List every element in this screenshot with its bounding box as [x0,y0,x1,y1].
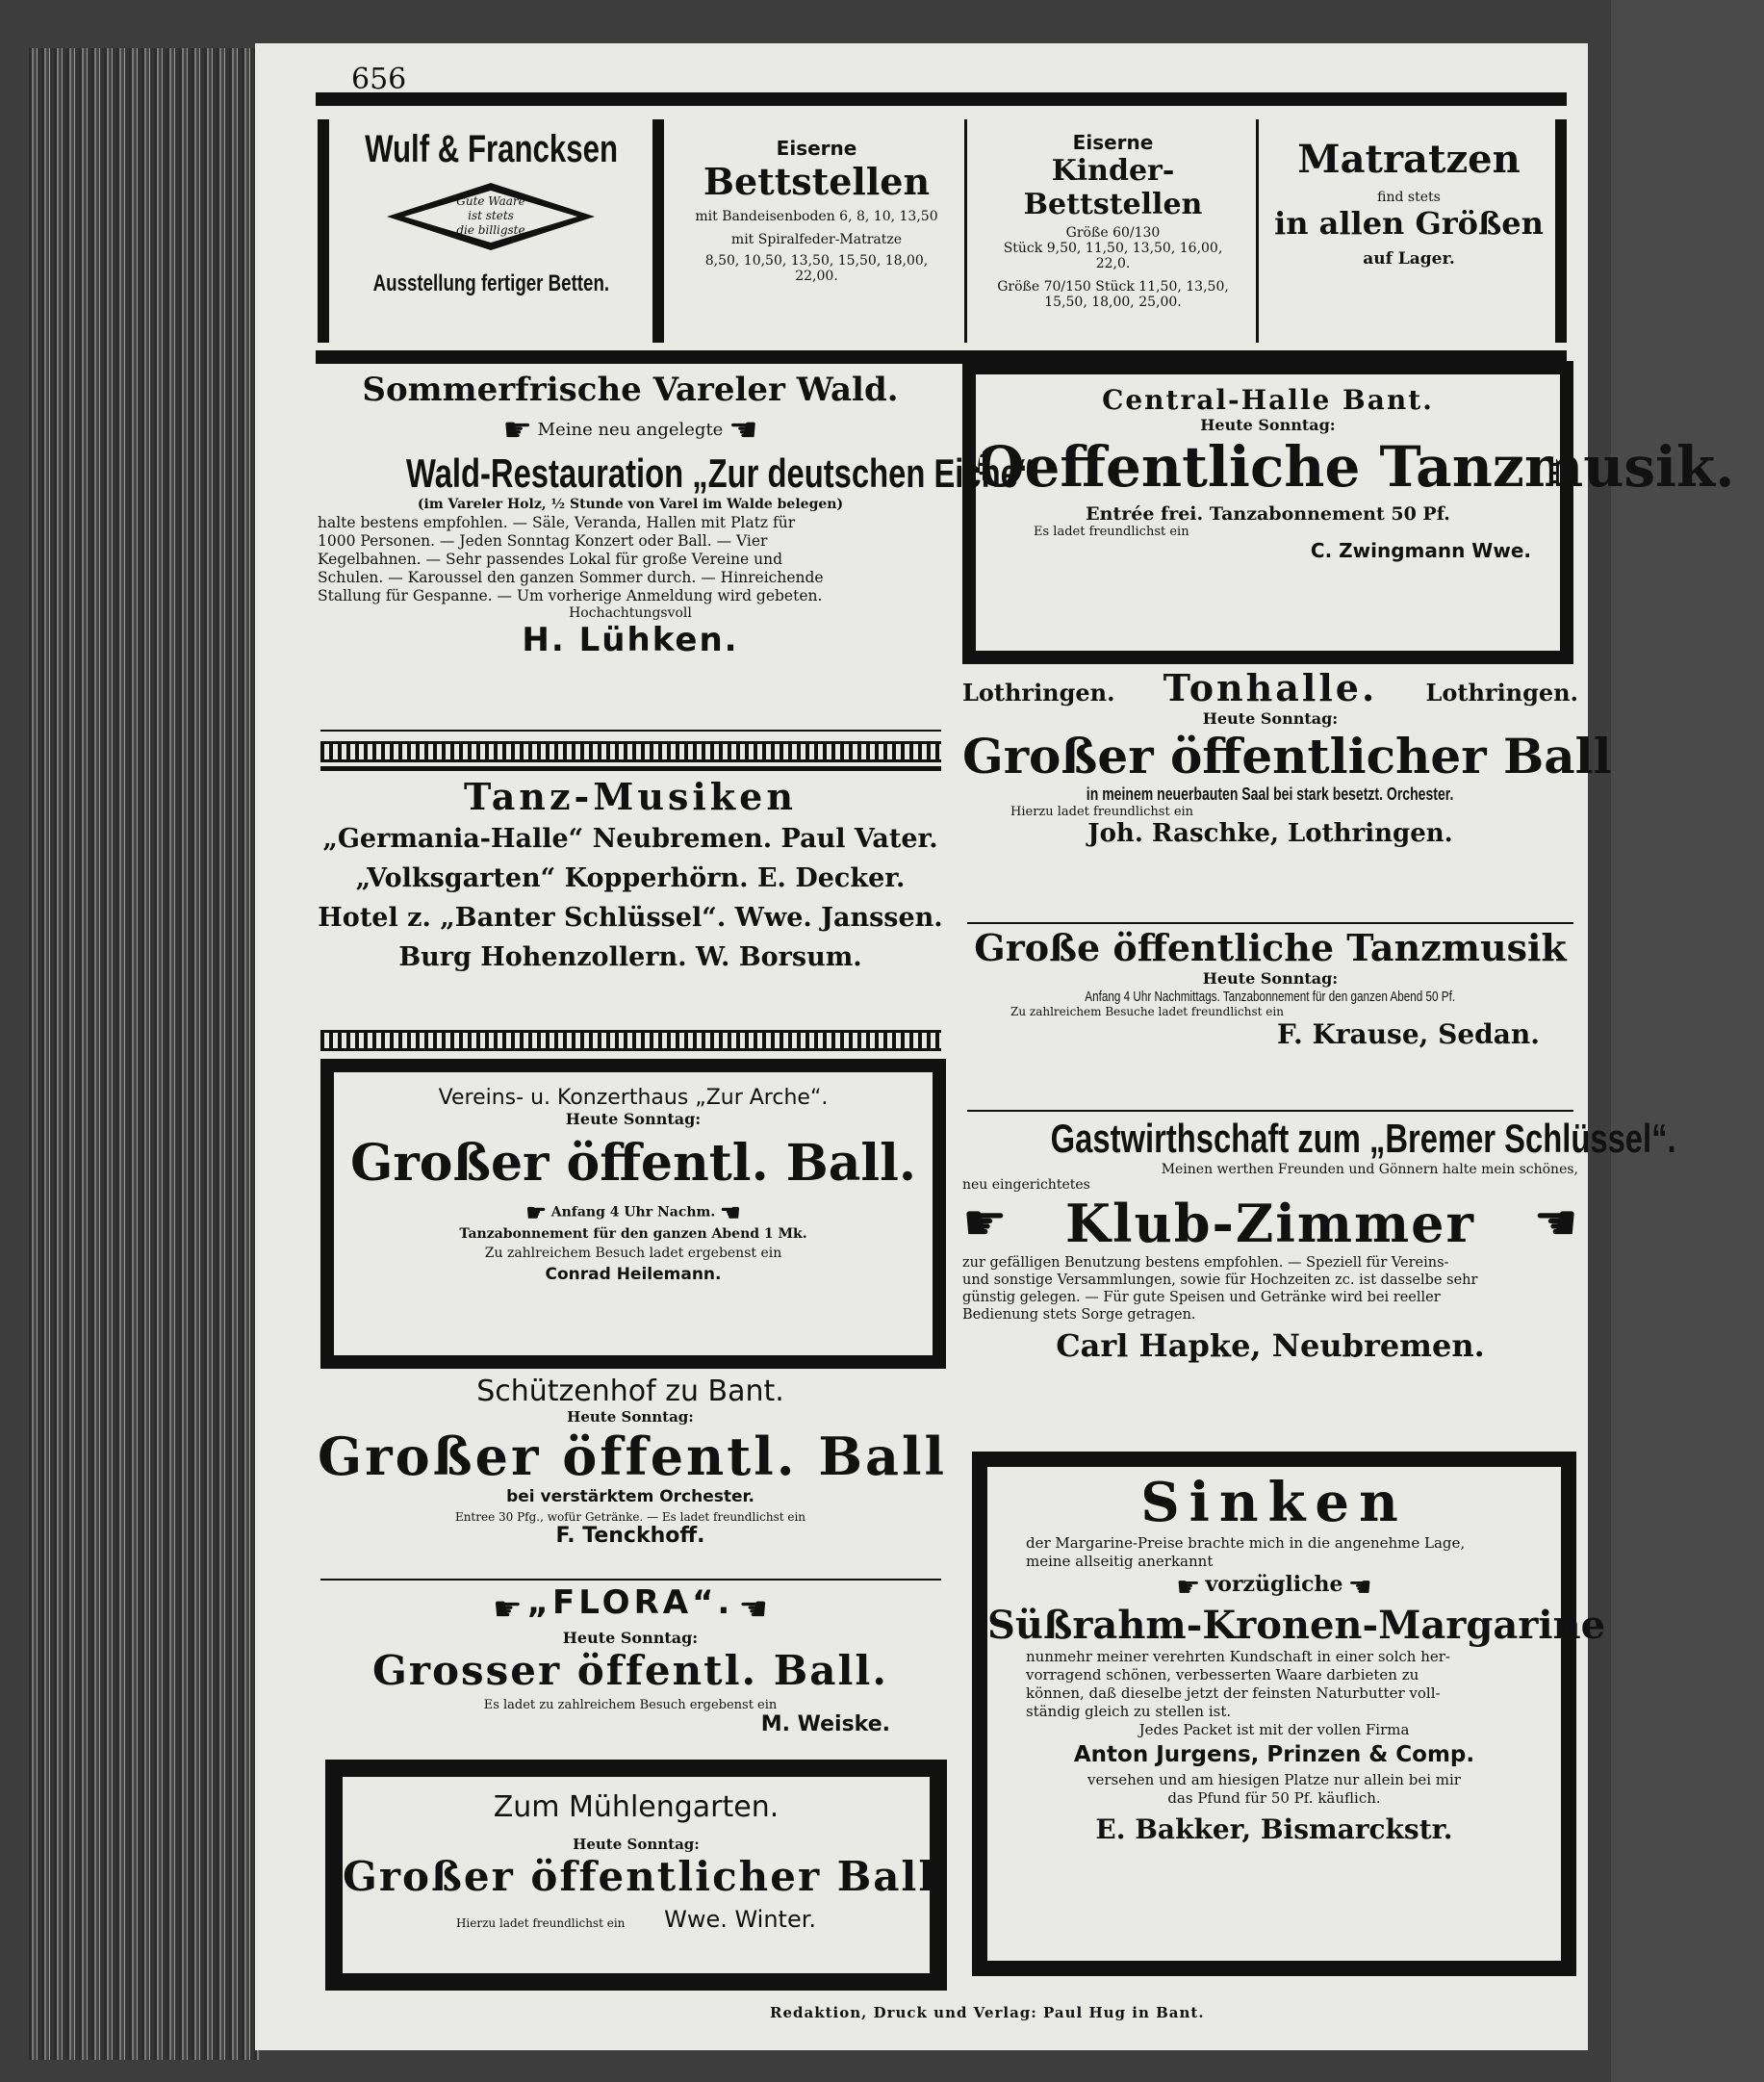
arche-sign: Conrad Heilemann. [545,1265,722,1284]
muehle-inv: Hierzu ladet freundlichst ein [455,1916,626,1930]
bett-l3: mit Bandeisenboden 6, 8, 10, 13,50 [695,209,938,224]
bettstellen-ad [669,119,967,343]
sinken-big: Süßrahm-Kronen-Margarine [987,1603,1606,1648]
pointing-hand-right-icon: ☛ [502,411,532,450]
page-footer: Redaktion, Druck und Verlag: Paul Hug in Bant. [770,2004,1205,2021]
sinken-l5: versehen und am hiesigen Platze nur allein bei mir [1087,1771,1461,1788]
vareler-big: Wald-Restauration „Zur deutschen Eiche“ [405,450,1035,496]
vareler-body-3: Kegelbahnen. — Sehr passendes Lokal für große Vereine und [318,551,783,568]
bett-l2: Bettstellen [703,160,931,203]
schuetz-sub: Heute Sonntag: [567,1408,694,1426]
matr-l2: find stets [1377,190,1441,205]
bett-l4: mit Spiralfeder-Matratze [730,232,903,247]
schuetz-big: Großer öffentl. Ball [318,1426,948,1487]
sinken-sign: E. Bakker, Bismarckstr. [1095,1813,1453,1845]
kinder-l5: 22,0. [1095,256,1131,271]
arche-l2: Tanzabonnement für den ganzen Abend 1 Mk. [459,1226,807,1242]
sinken-ad [972,1452,1606,1976]
tonhalle-left: Lothringen. [962,679,1115,707]
pointing-hand-right-icon: ☛ [1176,1571,1201,1603]
tonhalle-right: Lothringen. [1425,679,1578,707]
pointing-hand-left-icon: ☚ [738,1589,768,1629]
vareler-title: Sommerfrische Vareler Wald. [362,371,899,409]
bremer-sign: Carl Hapke, Neubremen. [1056,1327,1485,1364]
krause-inv: Zu zahlreichem Besuche ladet freundlichst ein [1010,1005,1284,1018]
sinken-l3: vorzügliche [1205,1572,1343,1597]
central-inv: Es ladet freundlichst ein [1034,525,1189,539]
seal-line-2: ist stets [468,209,514,222]
krause-ad [962,926,1578,1109]
tonhalle-inv: Hierzu ladet freundlichst ein [1010,805,1194,819]
divider [320,730,941,732]
ornament-border [320,1030,941,1051]
flora-sign: M. Weiske. [760,1711,890,1736]
vareler-sub: Meine neu angelegte [537,420,724,440]
krause-big: Große öffentliche Tanzmusik [974,926,1567,969]
tonhalle-title: Tonhalle. [1163,666,1378,709]
arche-big: Großer öffentl. Ball. [349,1134,917,1193]
wulf-tag: Ausstellung fertiger Betten. [372,270,609,296]
vareler-greet: Hochachtungsvoll [569,605,692,621]
kinder-ad [970,119,1259,343]
kinder-l3: Größe 60/130 [1065,225,1161,241]
central-sign: C. Zwingmann Wwe. [1310,539,1531,562]
bremer-title: Gastwirthschaft zum „Bremer Schlüssel“. [1050,1116,1676,1161]
wulf-seal [385,181,597,252]
bremer-l2: neu eingerichtetes [962,1177,1090,1193]
pointing-hand-left-icon: ☚ [720,1198,741,1226]
sinken-body-2: vorragend schönen, verbesserten Waare darbieten zu [1026,1666,1419,1684]
muehle-title: Zum Mühlengarten. [493,1790,780,1824]
arche-inv: Zu zahlreichem Besuch ladet ergebenst ein [484,1246,782,1261]
pointing-hand-right-icon: ☛ [962,1195,1008,1252]
divider [320,766,941,771]
book-spine-edge [29,48,260,2060]
kinder-l1: Eiserne [1072,131,1154,154]
matr-l4: auf Lager. [1363,249,1455,269]
muehle-sub: Heute Sonntag: [573,1836,700,1853]
flora-sub: Heute Sonntag: [562,1628,699,1647]
sinken-l6: das Pfund für 50 Pf. käuflich. [1167,1789,1381,1807]
tanz-title: Tanz-Musiken [464,775,797,818]
schuetz-info: bei verstärktem Orchester. [506,1487,754,1506]
tonhalle-sign: Joh. Raschke, Lothringen. [1087,819,1453,848]
bett-l6: 22,00. [795,269,838,284]
schuetz-sign: F. Tenckhoff. [555,1524,705,1548]
tanz-row-2: „Volksgarten“ Kopperhörn. E. Decker. [355,863,906,893]
vareler-body-4: Schulen. — Karoussel den ganzen Sommer durch. — Hinreichende [318,569,824,586]
flora-inv: Es ladet zu zahlreichem Besuch ergebenst ein [483,1697,778,1712]
matr-l1: Matratzen [1297,137,1521,182]
sinken-body-1: nunmehr meiner verehrten Kundschaft in einer solch her- [1026,1648,1450,1665]
matr-l3: in allen Größen [1274,205,1544,242]
divider [967,922,1573,924]
pointing-hand-left-icon: ☚ [1347,1571,1372,1603]
schuetz-title: Schützenhof zu Bant. [476,1375,784,1408]
flora-ad [318,1583,943,1757]
seal-line-1: Gute Waare [456,194,525,208]
divider [320,1579,941,1581]
schuetz-inv: Entree 30 Pfg., wofür Getränke. — Es ladet freundlichst ein [454,1510,806,1524]
tonhalle-sub: Heute Sonntag: [1202,709,1339,728]
vareler-ad [318,371,1035,727]
tonhalle-ad [962,666,1612,921]
tanz-row-4: Burg Hohenzollern. W. Borsum. [398,942,862,972]
krause-info: Anfang 4 Uhr Nachmittags. Tanzabonnement für den ganzen Abend 50 Pf. [1085,989,1456,1005]
wulf-ad [318,119,664,343]
bremer-body-1: zur gefälligen Benutzung bestens empfohlen. — Speziell für Vereins- [962,1255,1449,1271]
central-sub: Heute Sonntag: [1200,416,1336,434]
wulf-name: Wulf & Francksen [365,128,619,170]
tonhalle-big: Großer öffentlicher Ball [962,728,1612,784]
pointing-hand-right-icon: ☛ [525,1198,547,1226]
tanz-row-3: Hotel z. „Banter Schlüssel“. Wwe. Janssen. [318,903,943,933]
tonhalle-info: in meinem neuerbauten Saal bei stark besetzt. Orchester. [1087,784,1454,804]
muehle-ad [325,1760,952,1991]
flora-big: Grosser öffentl. Ball. [371,1646,889,1694]
flora-title: „FLORA“. [526,1583,734,1622]
bremer-ad [962,1115,1676,1447]
arche-ad [320,1059,946,1369]
seal-line-3: die billigste [456,223,525,237]
vareler-body-2: 1000 Personen. — Jeden Sonntag Konzert oder Ball. — Vier [318,532,768,550]
bremer-big: Klub-Zimmer [1065,1193,1475,1254]
sinken-body-3: können, daß dieselbe jetzt der feinsten Naturbutter voll- [1026,1684,1441,1702]
muehle-big: Großer öffentlicher Ball. [343,1853,952,1900]
bett-l1: Eiserne [776,137,857,160]
pointing-hand-left-icon: ☚ [1533,1195,1578,1252]
bett-l5: 8,50, 10,50, 13,50, 15,50, 18,00, [704,253,929,269]
bremer-body-4: Bedienung stets Sorge getragen. [962,1307,1196,1323]
vareler-body-5: Stallung für Gespanne. — Um vorherige Anmeldung wird gebeten. [318,587,823,604]
kinder-l2: Kinder-Bettstellen [1023,154,1203,221]
sinken-l1: der Margarine-Preise brachte mich in die angenehme Lage, [1026,1534,1466,1552]
vareler-paren: (im Vareler Holz, ½ Stunde von Varel im Walde belegen) [417,497,844,512]
central-ad [962,361,1735,664]
tanz-ad [318,775,943,1027]
page-number: 656 [351,63,407,96]
vareler-sign: H. Lühken. [522,621,739,659]
kinder-l4: Stück 9,50, 11,50, 13,50, 16,00, [1003,241,1223,256]
sinken-title: Sinken [1140,1471,1408,1534]
bremer-body-2: und sonstige Versammlungen, sowie für Hochzeiten zc. ist dasselbe sehr [962,1272,1478,1288]
central-big: Oeffentliche Tanzmusik. [976,434,1735,500]
vareler-body-1: halte bestens empfohlen. — Säle, Veranda, Hallen mit Platz für [318,514,796,531]
ornament-border [320,741,941,762]
kinder-l6: Größe 70/150 Stück 11,50, 13,50, [997,279,1229,295]
kinder-l7: 15,50, 18,00, 25,00. [1044,295,1182,310]
arche-sub: Heute Sonntag: [565,1110,702,1128]
pointing-hand-right-icon: ☛ [493,1589,523,1629]
matratzen-ad [1263,119,1567,343]
muehle-sign: Wwe. Winter. [664,1906,817,1933]
sinken-l2: meine allseitig anerkannt [1026,1553,1214,1570]
arche-l1: Anfang 4 Uhr Nachm. [550,1204,716,1221]
tanz-row-1: „Germania-Halle“ Neubremen. Paul Vater. [322,824,938,854]
bremer-l1: Meinen werthen Freunden und Gönnern halte mein schönes, [1161,1162,1578,1177]
bremer-body-3: günstig gelegen. — Für gute Speisen und Getränke wird bei reeller [962,1290,1441,1305]
pointing-hand-left-icon: ☚ [729,411,758,450]
schuetz-ad [318,1375,948,1577]
divider [967,1110,1573,1112]
sinken-body-4: ständig gleich zu stellen ist. [1026,1703,1232,1720]
central-info: Entrée frei. Tanzabonnement 50 Pf. [1086,503,1450,525]
central-title: Central-Halle Bant. [1102,384,1434,416]
krause-sign: F. Krause, Sedan. [1276,1018,1540,1050]
arche-title: Vereins- u. Konzerthaus „Zur Arche“. [438,1086,829,1110]
sinken-firm: Anton Jurgens, Prinzen & Comp. [1073,1742,1475,1767]
sinken-l4: Jedes Packet ist mit der vollen Firma [1138,1721,1410,1738]
krause-sub: Heute Sonntag: [1202,969,1339,988]
